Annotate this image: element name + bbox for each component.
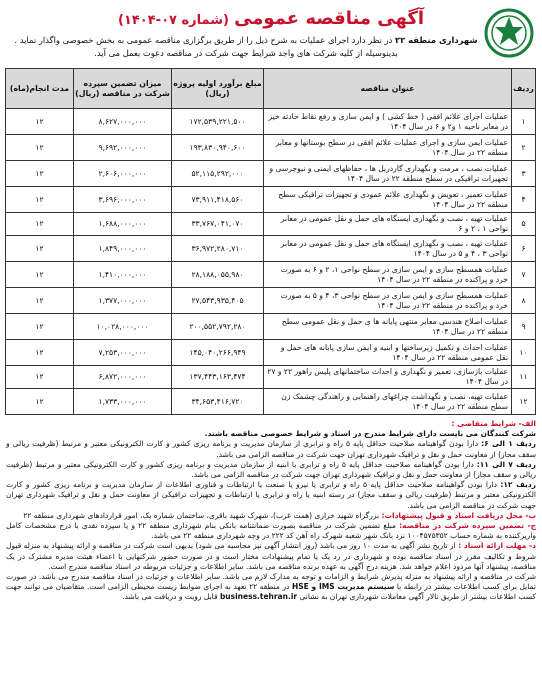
section-b-heading: ب- محل دریافت اسناد و قبول پیشنهادات: — [381, 510, 536, 520]
row-estimate: ۲۰۰,۵۵۲,۷۹۲,۲۸۰ — [172, 314, 264, 340]
table-row — [6, 262, 536, 288]
row-months: ۱۲ — [6, 366, 74, 389]
row-estimate: ۲۷,۵۴۳,۹۳۵,۴۰۵ — [172, 288, 264, 314]
condition-rows-1-6 — [6, 439, 536, 459]
row-deposit: ۱,۴۱۰,۰۰۰,۰۰۰ — [74, 262, 172, 288]
table-row — [6, 213, 536, 236]
row-deposit: ۶,۸۷۲,۰۰۰,۰۰۰ — [74, 366, 172, 389]
table-header-row — [6, 69, 536, 109]
row-deposit: ۸,۶۲۷,۰۰۰,۰۰۰ — [74, 109, 172, 135]
notice-header — [6, 6, 536, 66]
tehran-municipality-logo-icon — [484, 8, 534, 58]
row-deposit: ۳,۶۹۶,۰۰۰,۰۰۰ — [74, 187, 172, 213]
row-title: عملیات بازسازی، تعمیر و نگهداری و احداث ساختمانهای پلیس راهور ۲۲ و ۲۷ در سال ۱۴۰۴ — [264, 366, 512, 389]
header-estimate: مبلغ برآورد اولیه پروژه (ریال) — [172, 69, 264, 109]
row-estimate: ۳۴,۶۵۳,۴۱۶,۷۲۰ — [172, 389, 264, 415]
notice-number: (شماره ۰۷-۱۴۰۴) — [117, 13, 229, 28]
intro-municipality: شهرداری منطقه ۲۲ — [395, 35, 478, 45]
condition-text: دارا بودن گواهینامه صلاحیت حداقل پایه ۵ راه و ترابری از سازمان مدیریت و برنامه ریزی کشور و کارت الکترونیکی معتبر و مرتبط (ظرفیت ریالی و سقف مجاز) از معاونت حمل و نقل و ترافیک شهرداری تهران جهت شرکت در مناقصه الزامی می باشد. — [6, 439, 536, 459]
row-estimate: ۱۴۵,۰۴۰,۲۶۶,۹۴۹ — [172, 340, 264, 366]
section-b-text: بزرگراه شهید خرازی (همت غرب)، شهرک شهید باقری، ساختمان شماره یک، امور قراردادهای شهرداری منطقه ۲۲ — [23, 510, 382, 520]
row-title: عملیات تهیه ، نصب و نگهداری ایستگاه های حمل و نقل عمومی در معابر نواحی ۳ ، ۴ و ۵ در سال ۱۴۰۴ — [264, 236, 512, 262]
row-deposit: ۲,۶۰۶,۰۰۰,۰۰۰ — [74, 161, 172, 187]
row-title: عملیات اصلاح هندسی معابر منتهی پایانه ها ی حمل و نقل عمومی سطح منطقه ۲۲ در سال ۱۴۰۴ — [264, 314, 512, 340]
row-number: ۳ — [512, 161, 536, 187]
header-row-number: ردیف — [512, 69, 536, 109]
table-row — [6, 135, 536, 161]
footer-ims-hse: سیستم مدیریت IMS و HSE — [291, 582, 395, 592]
notice-intro — [14, 34, 478, 60]
condition-text: دارا بودن گواهینامه صلاحیت حداقل پایه ۵ راه و ترابری یا نیرو یا صنعت یا ارتباطات و فناوری اطلاعات از سازمان مدیریت و برنامه ریزی کشور و کارت الکترونیکی معتبر و مرتبط (ظرفیت ریالی و سقف مجاز) در رسته ابنیه یا راه و ترابری یا ارتباطات و تجهیزات ترافیکی از معاونت حمل و نقل و ترافیک شهرداری تهران جهت شرکت در مناقصه الزامی می باشد. — [6, 480, 536, 510]
row-months: ۱۲ — [6, 161, 74, 187]
row-number: ۹ — [512, 314, 536, 340]
row-months: ۱۲ — [6, 314, 74, 340]
row-deposit: ۱,۳۷۷,۰۰۰,۰۰۰ — [74, 288, 172, 314]
row-deposit: ۱,۸۴۹,۰۰۰,۰۰۰ — [74, 236, 172, 262]
header-duration: مدت انجام(ماه) — [6, 69, 74, 109]
section-d-heading: د- مهلت ارائه اسناد : — [458, 541, 536, 551]
row-deposit: ۱,۶۸۸,۰۰۰,۰۰۰ — [74, 213, 172, 236]
row-number: ۶ — [512, 236, 536, 262]
header-deposit: میزان تضمین سپرده شرکت در مناقصه (ریال) — [74, 69, 172, 109]
row-number: ۴ — [512, 187, 536, 213]
row-number: ۷ — [512, 262, 536, 288]
footer-text-post: قابل رویت و دریافت می باشد. — [122, 592, 220, 602]
notice-title: آگهی مناقصه عمومی — [234, 8, 425, 29]
notice-title-row — [76, 8, 466, 29]
row-title: عملیات اجرای علائم افقی ( خط کشی ) و ایمن سازی و رفع نقاط حادثه خیز در معابر ناحیه ۱ و۲ و ۶ در سال ۱۴۰۴ — [264, 109, 512, 135]
table-row — [6, 109, 536, 135]
table-row — [6, 288, 536, 314]
row-number: ۲ — [512, 135, 536, 161]
row-deposit: ۱,۷۳۳,۰۰۰,۰۰۰ — [74, 389, 172, 415]
row-title: عملیات ایمن سازی و اجرای عملیات علائم افقی در سطح بوستانها و معابر منطقه ۲۲ در سال ۱۴۰۴ — [264, 135, 512, 161]
row-estimate: ۵۲,۱۱۵,۲۹۲,۰۰۰ — [172, 161, 264, 187]
row-title: عملیات تعمیر ، تعویض و نگهداری علائم عمودی و تجهیزات ترافیکی سطح منطقه ۲۲ در سال ۱۴۰۴ — [264, 187, 512, 213]
section-b — [6, 511, 536, 521]
row-estimate: ۱۹۳,۸۳۰,۹۴۰,۶۰۰ — [172, 135, 264, 161]
row-number: ۸ — [512, 288, 536, 314]
row-title: عملیات همسطح سازی و ایمن سازی در سطح نواحی ۳، ۴ و ۵ به صورت خرد و پراکنده در منطقه ۲۲ در سال ۱۴۰۴ — [264, 288, 512, 314]
section-a-heading: الف- شرایط متقاضی : — [451, 419, 536, 428]
section-c — [6, 521, 536, 541]
row-deposit: ۹,۶۹۲,۰۰۰,۰۰۰ — [74, 135, 172, 161]
table-row — [6, 389, 536, 415]
row-deposit: ۱۰,۰۲۸,۰۰۰,۰۰۰ — [74, 314, 172, 340]
row-number: ۵ — [512, 213, 536, 236]
row-title: عملیات تهیه ، نصب و نگهداری ایستگاه های حمل و نقل عمومی در معابر نواحی ۱ ، ۲ و ۶ — [264, 213, 512, 236]
row-title: عملیات تهیه، نصب و نگهداشت چراغهای راهنمایی و راهندگی چشمک زن سطح منطقه ۲۲ در سال ۱۴۰۴ — [264, 389, 512, 415]
table-row — [6, 366, 536, 389]
condition-text: دارا بودن گواهینامه صلاحیت حداقل پایه ۵ راه و ترابری یا ابنیه از سازمان مدیریت و برنامه ریزی کشور و کارت الکترونیکی معتبر و مرتبط (ظرفیت ریالی و سقف مجاز) از معاونت حمل و نقل و ترافیک شهرداری تهران جهت شرکت در مناقصه الزامی می باشد. — [6, 459, 536, 480]
table-row — [6, 161, 536, 187]
row-title: عملیات نصب ، مرمت و نگهداری گاردریل ها ، حفاظهای ایمنی و نیوجرسی و تجهیزات ترافیکی در سطح منطقه ۲۲ در سال ۱۴۰۴ — [264, 161, 512, 187]
intro-text: در نظر دارد اجرای عملیات به شرح ذیل را از طریق برگزاری مناقصه عمومی به بخش خصوصی واگذار نماید . بدینوسیله از کلیه شرکت های واجد شرایط جهت شرکت در مناقصه دعوت بعمل می آید. — [14, 35, 398, 58]
tender-table — [5, 68, 536, 415]
table-row — [6, 314, 536, 340]
row-estimate: ۳۶,۹۷۲,۲۸۰,۷۱۰ — [172, 236, 264, 262]
row-months: ۱۲ — [6, 288, 74, 314]
row-months: ۱۲ — [6, 109, 74, 135]
row-months: ۱۲ — [6, 213, 74, 236]
row-estimate: ۱۷۲,۵۳۹,۲۲۱,۵۰۰ — [172, 109, 264, 135]
conditions-intro: شرکت کنندگان می بایست دارای شرایط مندرج در اسناد و شرایط خصوصی مناقصه باشند. — [204, 429, 536, 439]
row-estimate: ۲۸,۱۸۸,۰۵۵,۹۸۰ — [172, 262, 264, 288]
row-months: ۱۲ — [6, 187, 74, 213]
row-months: ۱۲ — [6, 340, 74, 366]
condition-row-12 — [6, 480, 536, 511]
row-number: ۱ — [512, 109, 536, 135]
section-c-heading: ج- تضمین سپرده شرکت در مناقصه: — [399, 521, 536, 531]
row-estimate: ۱۳۷,۴۴۳,۱۶۳,۴۷۴ — [172, 366, 264, 389]
row-months: ۱۲ — [6, 389, 74, 415]
condition-label: ردیف ۱۲: — [500, 480, 536, 490]
header-title: عنوان مناقصه — [264, 69, 512, 109]
conditions-section — [6, 419, 536, 603]
section-d — [6, 541, 536, 572]
row-title: عملیات احداث و تکمیل زیرساختها و ابنیه و ایمن سازی پایانه های حمل و نقل عمومی منطقه ۲۲ در سال ۱۴۰۴ — [264, 340, 512, 366]
condition-label: ردیف ۱ الی ۶: — [481, 439, 536, 449]
row-estimate: ۳۳,۷۶۷,۰۴۱,۰۷۰ — [172, 213, 264, 236]
row-title: عملیات همسطح سازی و ایمن سازی در سطح نواحی ۱، ۲ و ۶ به صورت خرد و پراکنده در منطقه ۲۲ در سال ۱۴۰۴ — [264, 262, 512, 288]
website-link[interactable]: business.tehran.ir — [219, 592, 298, 602]
row-number: ۱۱ — [512, 366, 536, 389]
table-row — [6, 340, 536, 366]
row-months: ۱۲ — [6, 236, 74, 262]
footer-text-mid: در منطقه ۲۲ تعهد به اجرای ضوابط زیست محیطی الزامی است. متقاضیان می توانند جهت کسب اطلاعات بیشتر از طریق تالار آگهی معاملات شهرداری تهران به نشانی — [6, 582, 536, 602]
row-number: ۱۲ — [512, 389, 536, 415]
table-row — [6, 187, 536, 213]
row-deposit: ۷,۲۵۳,۰۰۰,۰۰۰ — [74, 340, 172, 366]
row-number: ۱۰ — [512, 340, 536, 366]
footer-note — [6, 572, 536, 603]
condition-label: ردیف ۷ الی ۱۱: — [476, 459, 536, 469]
section-c-text: مبلغ تضمین شرکت در مناقصه بصورت ضمانتنامه بانکی بنام شهرداری منطقه ۲۲ و یا سپرده نقدی با درج مشخصات کامل واریزکننده به شماره حساب ۱۰۰۴۵۷۵۳۵۲ نزد بانک شهر شعبه شهرک راه آهن کد ۲۲۲ در وجه شهرداری منطقه ۲۲ می باشد. — [6, 521, 536, 541]
section-d-text: از تاریخ نشر آگهی به مدت ۱۰ روز می باشد (روز انتشار آگهی نیز محاسبه می شود) بدیهی است شرکت در مناقصه و ارائه پیشنهاد به منزله قبول شروط و تکالیف مقرر در اسناد مناقصه بوده و شهرداری در رد یک یا تمام پیشنهادات مختار است و در صورت حضور شرکتهایی با اعضاء هیئت مدیره مشترک در یک مناقصه، پیشنهاد آنها مردود اعلام خواهد شد. هزینه درج آگهی به عهده برنده مناقصه می باشد. سایر اطلاعات و جزئیات مربوطه در اسناد مناقصه مندرج است. — [6, 541, 536, 571]
row-months: ۱۲ — [6, 135, 74, 161]
section-a-intro — [6, 429, 536, 439]
row-months: ۱۲ — [6, 262, 74, 288]
row-estimate: ۷۳,۹۱۱,۴۱۸,۵۶۰ — [172, 187, 264, 213]
table-row — [6, 236, 536, 262]
footer-text-pre: شرکت در مناقصه و ارائه پیشنهاد به منزله پذیرش شرایط و الزامات و توجه به مدارک لازم می باشد. سایر اطلاعات و جزئیات در اسناد مناقصه مندرج می باشد. در صورت تمایل برای کسب اطلاعات بیشتر در رابطه با — [6, 572, 536, 592]
condition-rows-7-11 — [6, 460, 536, 480]
